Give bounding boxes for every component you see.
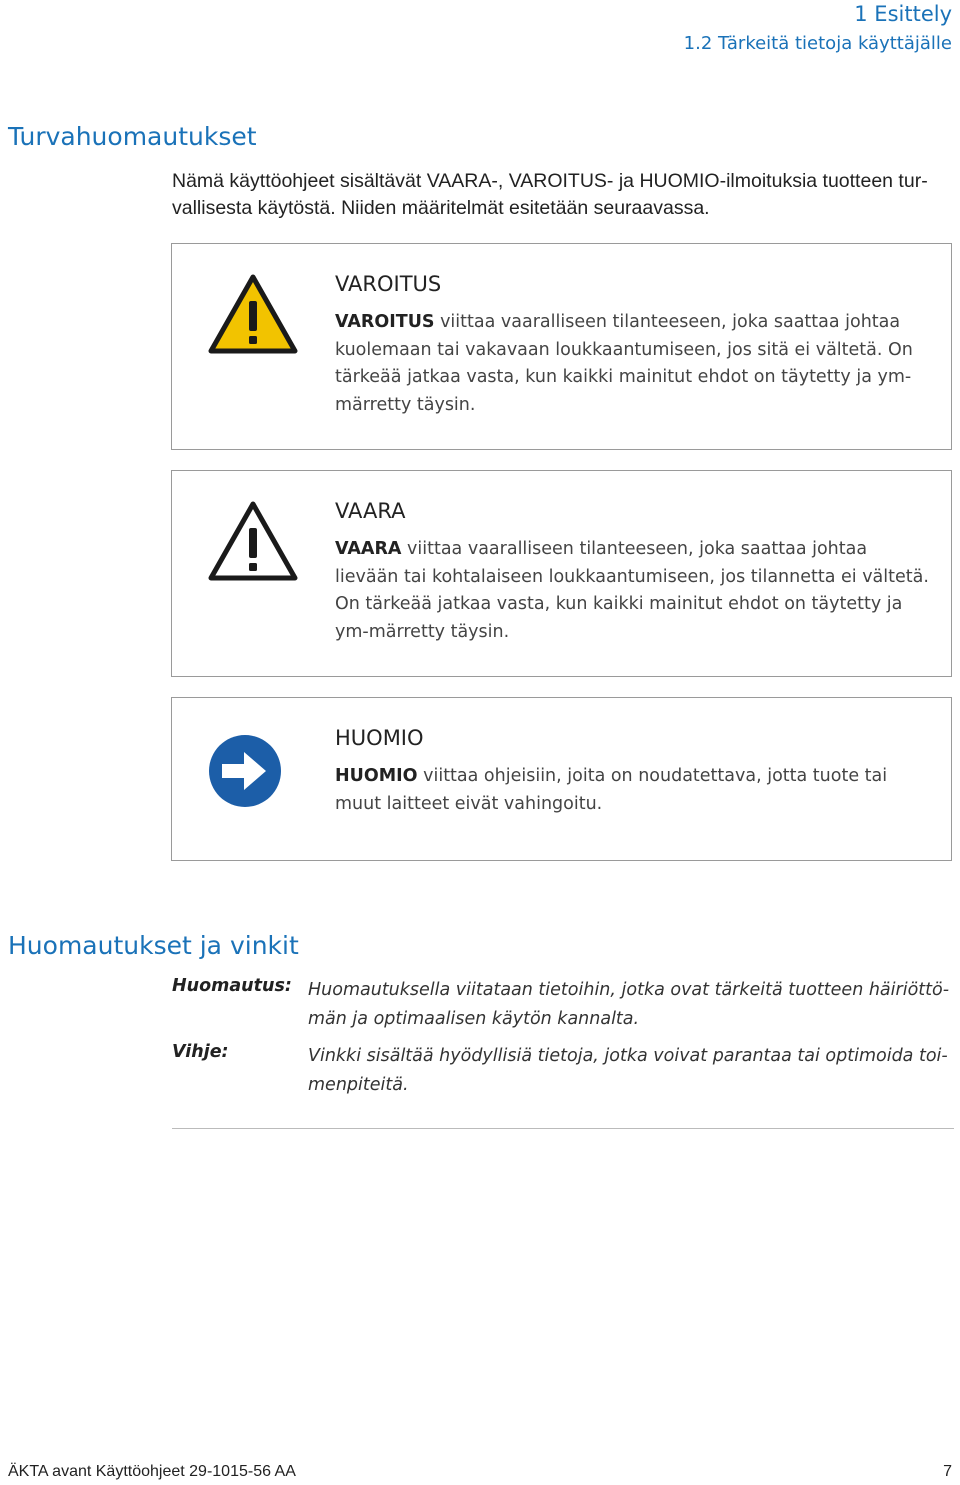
warning-title: VAROITUS [335,272,442,296]
tip-text: Vinkki sisältää hyödyllisiä tietoja, jotka voivat parantaa tai optimoida toi-menpiteitä. [308,1046,948,1095]
danger-box [171,470,952,677]
chapter-header: 1 Esittely [854,2,952,26]
section-header: 1.2 Tärkeitä tietoja käyttäjälle [683,33,952,54]
warning-triangle-outline-icon [208,501,298,581]
notice-title: HUOMIO [335,726,424,750]
divider [172,1128,954,1129]
safety-heading: Turvahuomautukset [8,122,257,151]
danger-description: viittaa vaaralliseen tilanteeseen, joka saattaa johtaa lievään tai kohtalaiseen loukkaantumiseen, jos tilannetta ei vältetä. On tärkeää jatkaa vasta, kun kaikki mainitut ehdot on täytetty ja ym-märretty täysin. [335,539,929,642]
danger-text [335,536,935,646]
danger-keyword: VAARA [335,539,402,559]
footer-page-number: 7 [943,1463,952,1480]
note-text: Huomautuksella viitataan tietoihin, jotka ovat tärkeitä tuotteen häiriöttö-män ja optimaalisen käytön kannalta. [308,980,950,1029]
notice-keyword: HUOMIO [335,766,418,786]
warning-text [335,309,935,419]
notice-text [335,763,935,818]
note-label: Huomautus: [172,976,292,996]
footer-document-title: ÄKTA avant Käyttöohjeet 29-1015-56 AA [8,1463,296,1480]
warning-keyword: VAROITUS [335,312,435,332]
warning-box [171,243,952,450]
notes-heading: Huomautukset ja vinkit [8,931,299,960]
arrow-right-circle-icon [208,734,282,808]
tip-label: Vihje: [172,1042,229,1062]
danger-title: VAARA [335,499,406,523]
safety-intro: Nämä käyttöohjeet sisältävät VAARA-, VAROITUS- ja HUOMIO-ilmoituksia tuotteen tur-vallisesta käytöstä. Niiden määritelmät esitetään seuraavassa. [172,170,928,219]
warning-description: viittaa vaaralliseen tilanteeseen, joka saattaa johtaa kuolemaan tai vakavaan loukkaantumiseen, jos sitä ei vältetä. On tärkeää jatkaa vasta, kun kaikki mainitut ehdot on täytetty ja ym-märretty täysin. [335,312,913,415]
notice-box [171,697,952,861]
warning-triangle-yellow-icon [208,274,298,354]
notice-description: viittaa ohjeisiin, joita on noudatettava, jotta tuote tai muut laitteet eivät vahingoitu. [335,766,888,814]
